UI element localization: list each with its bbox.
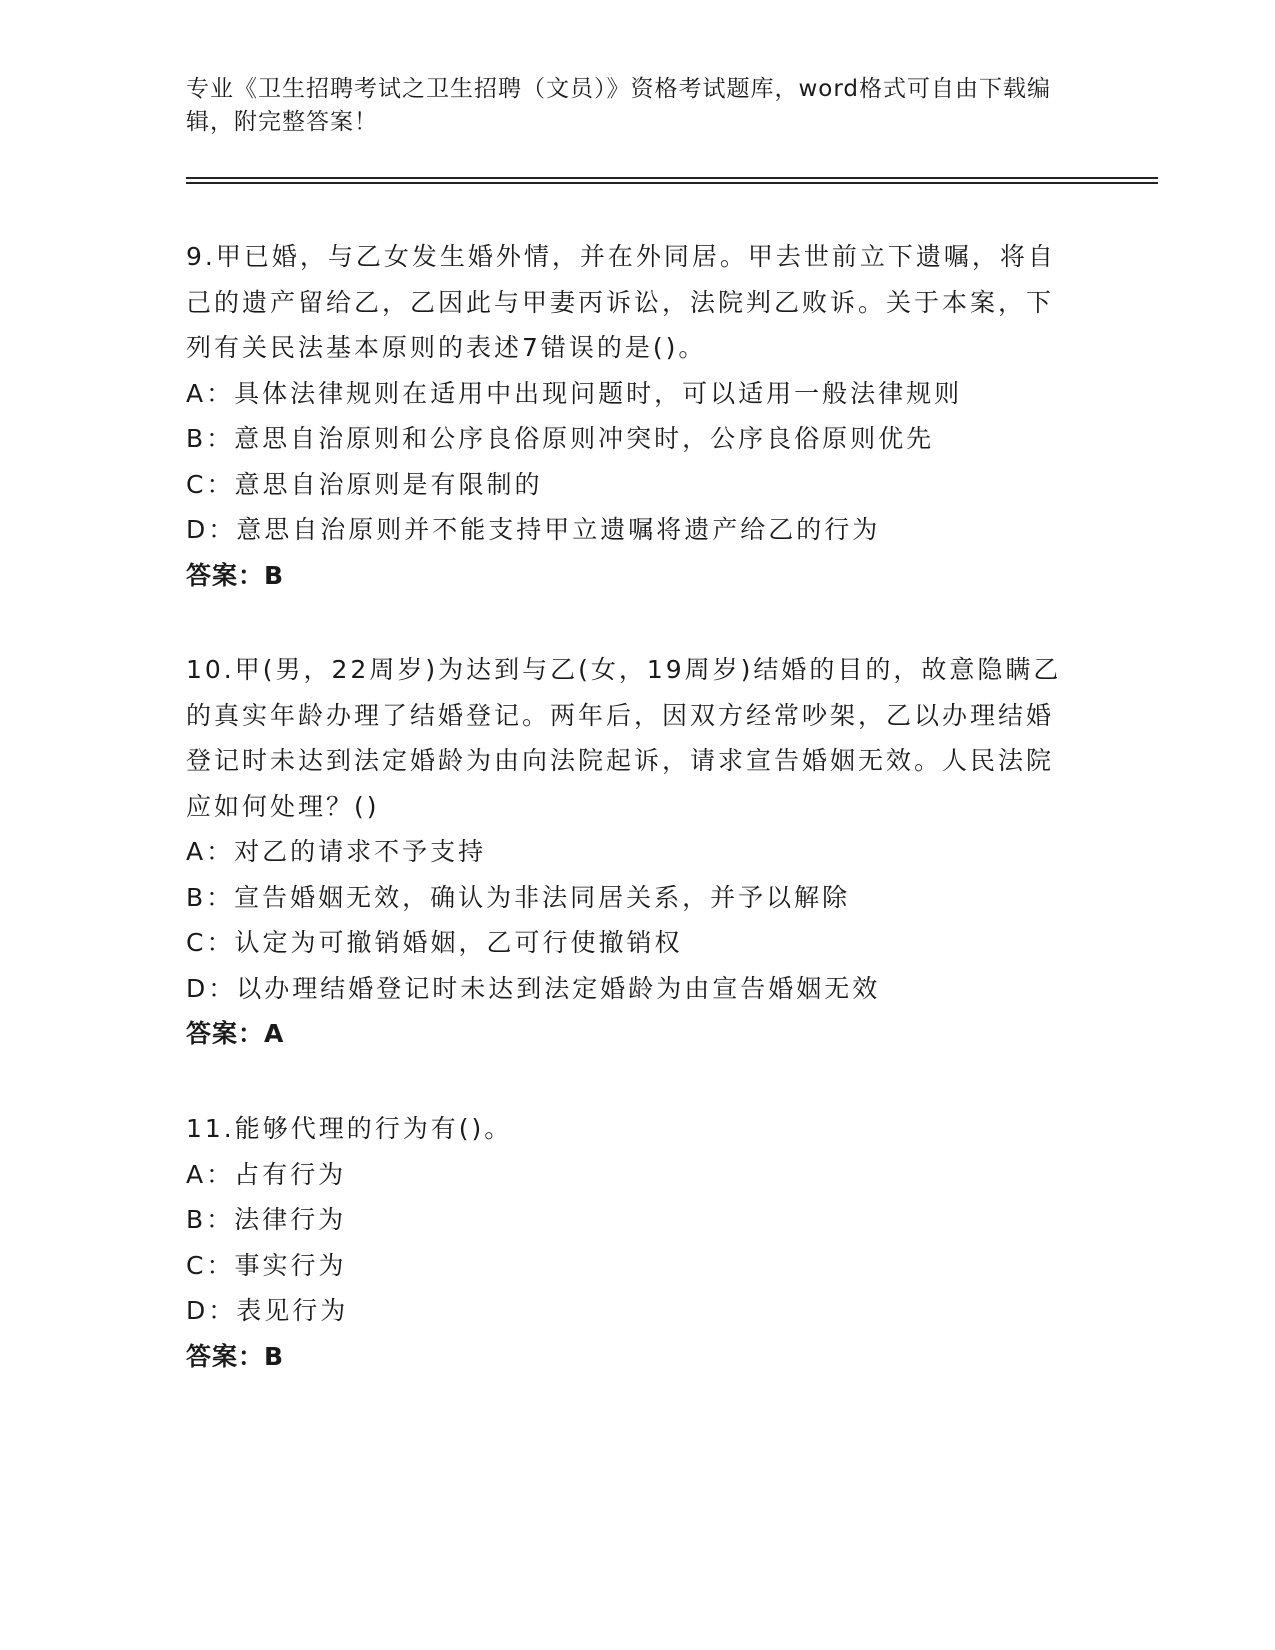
document-header <box>186 73 1086 139</box>
question-10 <box>186 647 1066 1057</box>
option-c: C：意思自治原则是有限制的 <box>186 469 543 499</box>
question-text: 10.甲(男，22周岁)为达到与乙(女，19周岁)结婚的目的，故意隐瞒乙的真实年龄办理了结婚登记。两年后，因双方经常吵架，乙以办理结婚登记时未达到法定婚龄为由向法院起诉，请求宣告婚姻无效。人民法院应如何处理？() <box>186 655 1062 821</box>
option-b: B：法律行为 <box>186 1205 347 1234</box>
answer: 答案：B <box>186 1341 285 1371</box>
option-a: A：对乙的请求不予支持 <box>186 837 487 866</box>
question-11 <box>186 1106 1066 1379</box>
option-d: D：以办理结婚登记时未达到法定婚龄为由宣告婚姻无效 <box>186 973 881 1003</box>
question-text: 11.能够代理的行为有()。 <box>186 1114 513 1143</box>
header-divider-top <box>186 177 1158 179</box>
answer: 答案：A <box>186 1019 285 1048</box>
option-d: D：意思自治原则并不能支持甲立遗嘱将遗产给乙的行为 <box>186 515 881 544</box>
question-9 <box>186 234 1066 598</box>
option-c: C：认定为可撤销婚姻，乙可行使撤销权 <box>186 928 683 957</box>
option-d: D：表见行为 <box>186 1296 349 1325</box>
option-b: B：意思自治原则和公序良俗原则冲突时，公序良俗原则优先 <box>186 424 935 453</box>
answer: 答案：B <box>186 560 285 590</box>
option-b: B：宣告婚姻无效，确认为非法同居关系，并予以解除 <box>186 882 851 912</box>
option-a: A：具体法律规则在适用中出现问题时，可以适用一般法律规则 <box>186 378 963 408</box>
option-a: A：占有行为 <box>186 1159 347 1189</box>
question-text: 9.甲已婚，与乙女发生婚外情，并在外同居。甲去世前立下遗嘱，将自己的遗产留给乙，乙因此与甲妻丙诉讼，法院判乙败诉。关于本案，下列有关民法基本原则的表述7错误的是()。 <box>186 242 1056 362</box>
header-divider-bottom <box>186 182 1158 184</box>
header-title: 专业《卫生招聘考试之卫生招聘（文员）》资格考试题库，word格式可自由下载编辑，附完整答案！ <box>186 76 1052 135</box>
option-c: C：事实行为 <box>186 1250 347 1280</box>
